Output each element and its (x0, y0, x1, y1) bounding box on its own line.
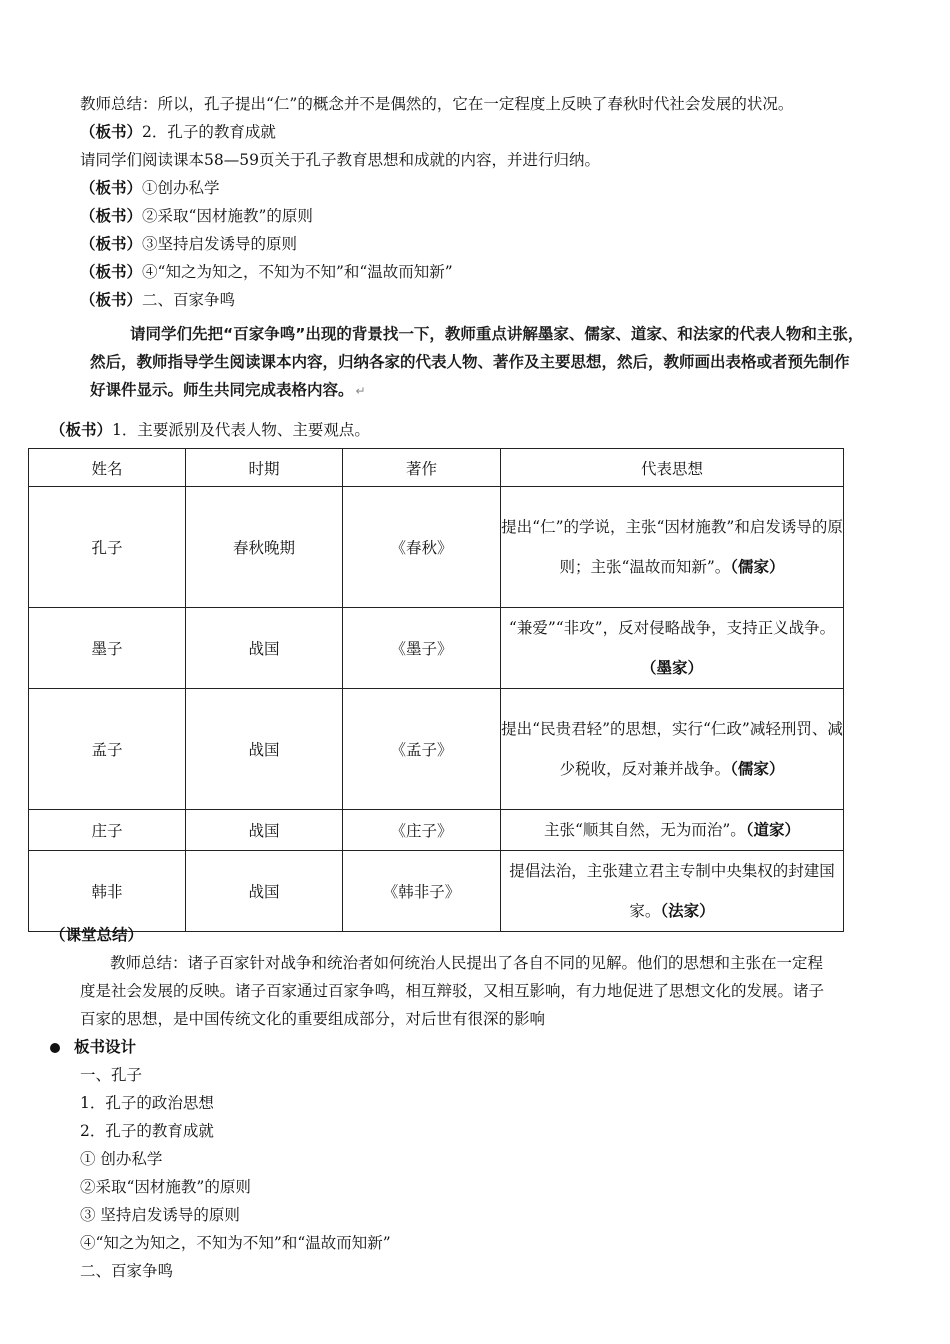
class-summary-tag: （课堂总结） (50, 925, 144, 944)
cell-name: 韩非 (29, 851, 186, 932)
cell-idea: 提出“民贵君轻”的思想，实行“仁政”减轻刑罚、减少税收，反对兼并战争。（儒家） (501, 689, 844, 810)
return-mark: ↵ (355, 384, 366, 398)
cell-work: 《韩非子》 (343, 851, 501, 932)
school-label: （墨家） (640, 658, 703, 677)
cell-work: 《春秋》 (343, 487, 501, 608)
reading-instruction: 请同学们阅读课本58—59页关于孔子教育思想和成就的内容，并进行归纳。 (80, 151, 600, 169)
school-label: （道家） (745, 820, 801, 839)
cell-idea: 提出“仁”的学说，主张“因材施教”和启发诱导的原则；主张“温故而知新”。（儒家） (501, 487, 844, 608)
board-design-item: 二、百家争鸣 (80, 1262, 174, 1280)
board-design-item: 2．孔子的教育成就 (80, 1122, 214, 1140)
cell-work: 《墨子》 (343, 608, 501, 689)
cell-name: 庄子 (29, 810, 186, 851)
cell-name: 孔子 (29, 487, 186, 608)
schools-table (28, 448, 844, 932)
cell-idea: “兼爱”“非攻”，反对侵略战争，支持正义战争。（墨家） (501, 608, 844, 689)
cell-period: 战国 (186, 851, 343, 932)
school-label: （法家） (660, 901, 715, 920)
bullet-icon (50, 1043, 60, 1053)
header-work: 著作 (343, 449, 501, 487)
table-row (29, 810, 844, 851)
class-summary-line-3: 百家的思想，是中国传统文化的重要组成部分，对后世有很深的影响 (80, 1010, 546, 1028)
table-row (29, 608, 844, 689)
header-name: 姓名 (29, 449, 186, 487)
cell-period: 战国 (186, 810, 343, 851)
cell-idea: 主张“顺其自然，无为而治”。（道家） (501, 810, 844, 851)
scan-paragraph (90, 320, 950, 405)
table-header-row (29, 449, 844, 487)
scan-line-2: 然后，教师指导学生阅读课本内容，归纳各家的代表人物、著作及主要思想，然后，教师画出表格或者预先制作 (90, 353, 850, 371)
board-point-3: （板书）③坚持启发诱导的原则 (80, 234, 298, 253)
cell-idea: 提倡法治，主张建立君主专制中央集权的封建国家。（法家） (501, 851, 844, 932)
board-design-item: ④“知之为知之，不知为不知”和“温故而知新” (80, 1234, 391, 1252)
school-label: （儒家） (730, 557, 785, 576)
scan-line-1: 请同学们先把“百家争鸣”出现的背景找一下，教师重点讲解墨家、儒家、道家、和法家的代表人物和主张， (130, 325, 864, 343)
teacher-summary-text: 教师总结：所以，孔子提出“仁”的概念并不是偶然的，它在一定程度上反映了春秋时代社会发展的状况。 (80, 95, 794, 113)
board-tag: （板书） (80, 122, 143, 141)
board-point-4: （板书）④“知之为知之，不知为不知”和“温故而知新” (80, 262, 453, 281)
class-summary-line-1: 教师总结：诸子百家针对战争和统治者如何统治人民提出了各自不同的见解。他们的思想和主张在一定程 (110, 954, 824, 972)
scan-line-3: 好课件显示。师生共同完成表格内容。 ↵ (90, 381, 366, 399)
board-point-1: （板书）①创办私学 (80, 178, 220, 197)
board-design-item: ① 创办私学 (80, 1150, 163, 1168)
header-idea: 代表思想 (501, 449, 844, 487)
cell-period: 战国 (186, 689, 343, 810)
board-design-item: ②采取“因材施教”的原则 (80, 1178, 251, 1196)
board-point-2: （板书）②采取“因材施教”的原则 (80, 206, 313, 225)
school-label: （儒家） (730, 759, 785, 778)
cell-period: 春秋晚期 (186, 487, 343, 608)
cell-name: 孟子 (29, 689, 186, 810)
board-design-item: 一、孔子 (80, 1066, 143, 1084)
cell-work: 《孟子》 (343, 689, 501, 810)
board-section-2: （板书）二、百家争鸣 (80, 290, 236, 309)
table-row (29, 487, 844, 608)
table-row (29, 689, 844, 810)
table-caption: （板书）1．主要派别及代表人物、主要观点。 (50, 420, 370, 439)
class-summary-line-2: 度是社会发展的反映。诸子百家通过百家争鸣，相互辩驳，又相互影响，有力地促进了思想文化的发展。诸子 (80, 982, 825, 1000)
cell-work: 《庄子》 (343, 810, 501, 851)
board-design-heading: 板书设计 (50, 1036, 136, 1058)
table-row (29, 851, 844, 932)
board-item-2: （板书）2．孔子的教育成就 (80, 122, 276, 141)
header-period: 时期 (186, 449, 343, 487)
cell-period: 战国 (186, 608, 343, 689)
board-design-item: 1．孔子的政治思想 (80, 1094, 214, 1112)
board-design-item: ③ 坚持启发诱导的原则 (80, 1206, 240, 1224)
cell-name: 墨子 (29, 608, 186, 689)
